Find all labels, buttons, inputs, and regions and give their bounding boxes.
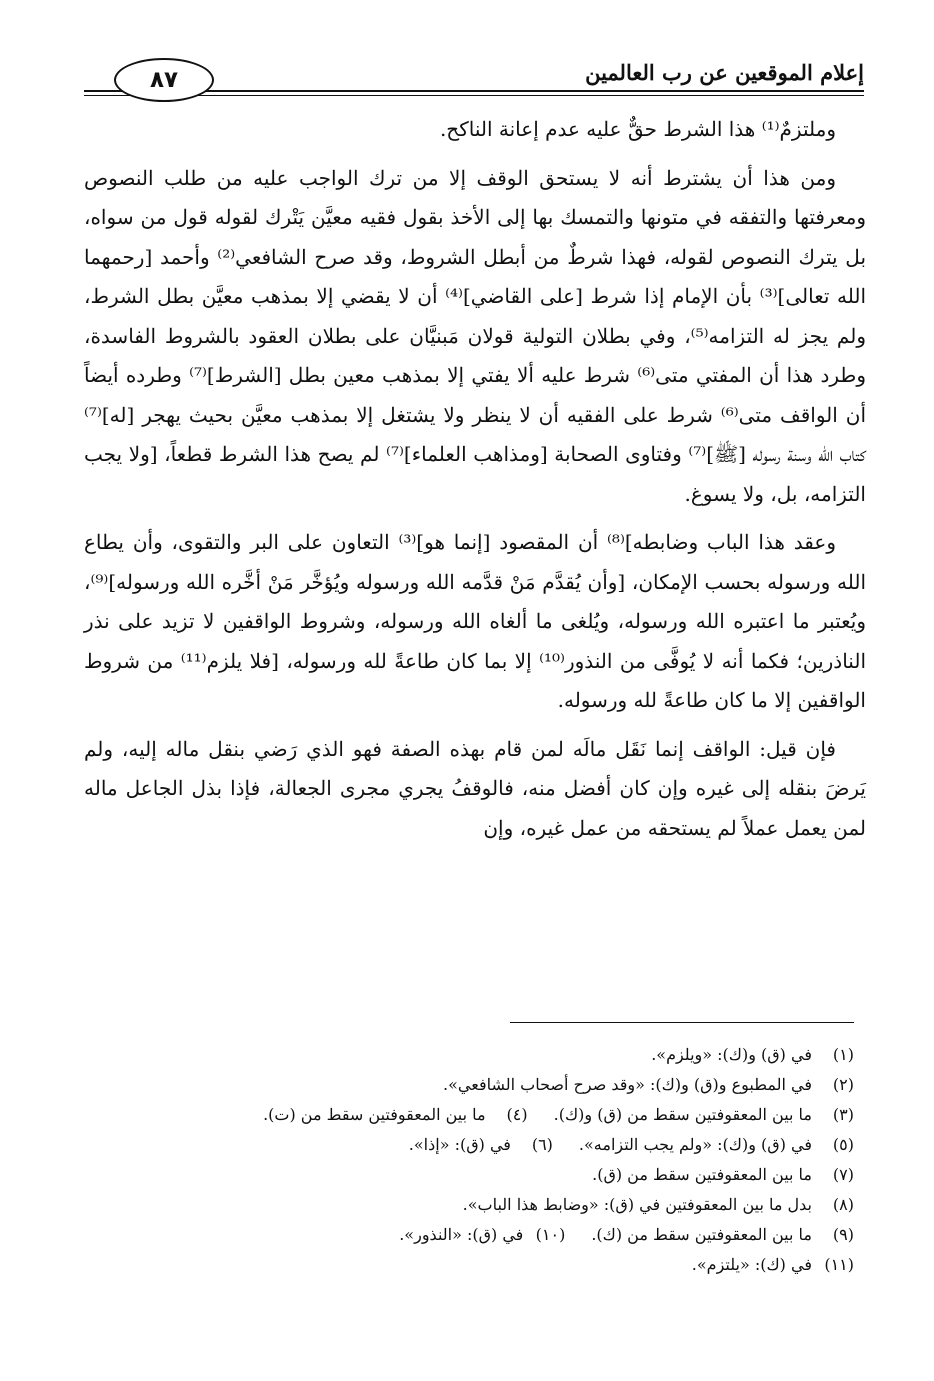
main-text	[84, 110, 866, 857]
footnote	[84, 1070, 854, 1100]
footnote-text: ما بين المعقوفتين سقط من (ت).	[263, 1105, 486, 1124]
footnote-text: في (ق) و(ك): «ويلزم».	[651, 1045, 812, 1064]
footnote-text: في (ق) و(ك): «ولم يجب التزامه».	[578, 1135, 812, 1154]
footnote-text: في (ك): «يلتزم».	[691, 1255, 812, 1274]
page-number: ٨٧	[114, 58, 214, 102]
book-title: إعلام الموقعين عن رب العالمين	[585, 60, 864, 85]
footnote-number: (١١)	[824, 1255, 854, 1274]
footnote-text: بدل ما بين المعقوفتين في (ق): «وضابط هذا الباب».	[462, 1195, 812, 1214]
footnote-number: (١)	[832, 1045, 854, 1064]
footnote-text: ما بين المعقوفتين سقط من (ك).	[591, 1225, 812, 1244]
footnote	[84, 1040, 854, 1070]
footnote-number: (٢)	[832, 1075, 854, 1094]
footnote-number: (٩)	[832, 1225, 854, 1244]
footnote-number: (٥)	[832, 1135, 854, 1154]
footnote-number: (٧)	[832, 1165, 854, 1184]
footnote-number: (١٠)	[535, 1225, 566, 1244]
footnote	[84, 1100, 854, 1130]
footnote-text: في (ق): «إذا».	[408, 1135, 511, 1154]
footnote-number: (٤)	[506, 1105, 528, 1124]
paragraph: ومن هذا أن يشترط أنه لا يستحق الوقف إلا من ترك الواجب عليه من طلب النصوص ومعرفتها والتفقه في متونها والتمسك بها إلى الأخذ بقول فقيه معيَّن يَتْرك لقوله قول من سواه، بل يترك النصوص لقوله، فهذا شرطٌ من أبطل الشروط، وقد صرح الشافعي⁽²⁾ وأحمد [رحمهما الله تعالى]⁽³⁾ بأن الإمام إذا شرط [على القاضي]⁽⁴⁾ أن لا يقضي إلا بمذهب معيَّن بطل الشرط، ولم يجز له التزامه⁽⁵⁾، وفي بطلان التولية قولان مَبنيَّان على بطلان العقود بالشروط الفاسدة، وطرد هذا أن المفتي متى⁽⁶⁾ شرط عليه ألا يفتي إلا بمذهب معين بطل [الشرط]⁽⁷⁾ وطرده أيضاً أن الواقف متى⁽⁶⁾ شرط على الفقيه أن لا ينظر ولا يشتغل إلا بمذهب معيَّن بحيث يهجر [له]⁽⁷⁾ كتاب الله وسنة رسوله [ﷺ]⁽⁷⁾ وفتاوى الصحابة [ومذاهب العلماء]⁽⁷⁾ لم يصح هذا الشرط قطعاً، [ولا يجب التزامه، بل، ولا يسوغ.	[84, 165, 867, 506]
footnote-text: ما بين المعقوفتين سقط من (ق).	[592, 1165, 812, 1184]
paragraph: وملتزمٌ⁽¹⁾ هذا الشرط حقٌّ عليه عدم إعانة الناكح.	[439, 117, 836, 141]
footnote	[84, 1220, 854, 1250]
footnote-text: ما بين المعقوفتين سقط من (ق) و(ك).	[553, 1105, 812, 1124]
footnote	[84, 1130, 854, 1160]
footnote-number: (٣)	[832, 1105, 854, 1124]
footnote-divider	[510, 1022, 854, 1023]
page-header	[84, 52, 864, 98]
footnote-number: (٦)	[531, 1135, 553, 1154]
footnote-text: في المطبوع و(ق) و(ك): «وقد صرح أصحاب الشافعي».	[443, 1075, 812, 1094]
footnote	[84, 1190, 854, 1220]
footnote-text: في (ق): «النذور».	[399, 1225, 524, 1244]
paragraph: وعقد هذا الباب وضابطه]⁽⁸⁾ أن المقصود [إنما هو]⁽³⁾ التعاون على البر والتقوى، وأن يطاع الله ورسوله بحسب الإمكان، [وأن يُقدَّم مَنْ قدَّمه الله ورسوله ويُؤخَّر مَنْ أخَّره الله ورسوله]⁽⁹⁾، ويُعتبر ما اعتبره الله ورسوله، ويُلغى ما ألغاه الله ورسوله، وشروط الواقفين لا تزيد على نذر الناذرين؛ فكما أنه لا يُوفَّى من النذور⁽¹⁰⁾ إلا بما كان طاعةً لله ورسوله، [فلا يلزم⁽¹¹⁾ من شروط الواقفين إلا ما كان طاعةً لله ورسوله.	[84, 530, 866, 712]
paragraph: فإن قيل: الواقف إنما نَقَل مالَه لمن قام بهذه الصفة فهو الذي رَضي بنقل ماله إليه، ولم يَرضَ بنقله إلى غيره وإن كان أفضل منه، فالوقفُ يجري مجرى الجعالة، فإذا بذل الجاعل ماله لمن يعمل عملاً لم يستحقه من عمل غيره، وإن	[84, 736, 866, 840]
footnotes	[84, 1040, 854, 1280]
footnote	[84, 1160, 854, 1190]
footnote-number: (٨)	[832, 1195, 854, 1214]
footnote	[84, 1250, 854, 1280]
